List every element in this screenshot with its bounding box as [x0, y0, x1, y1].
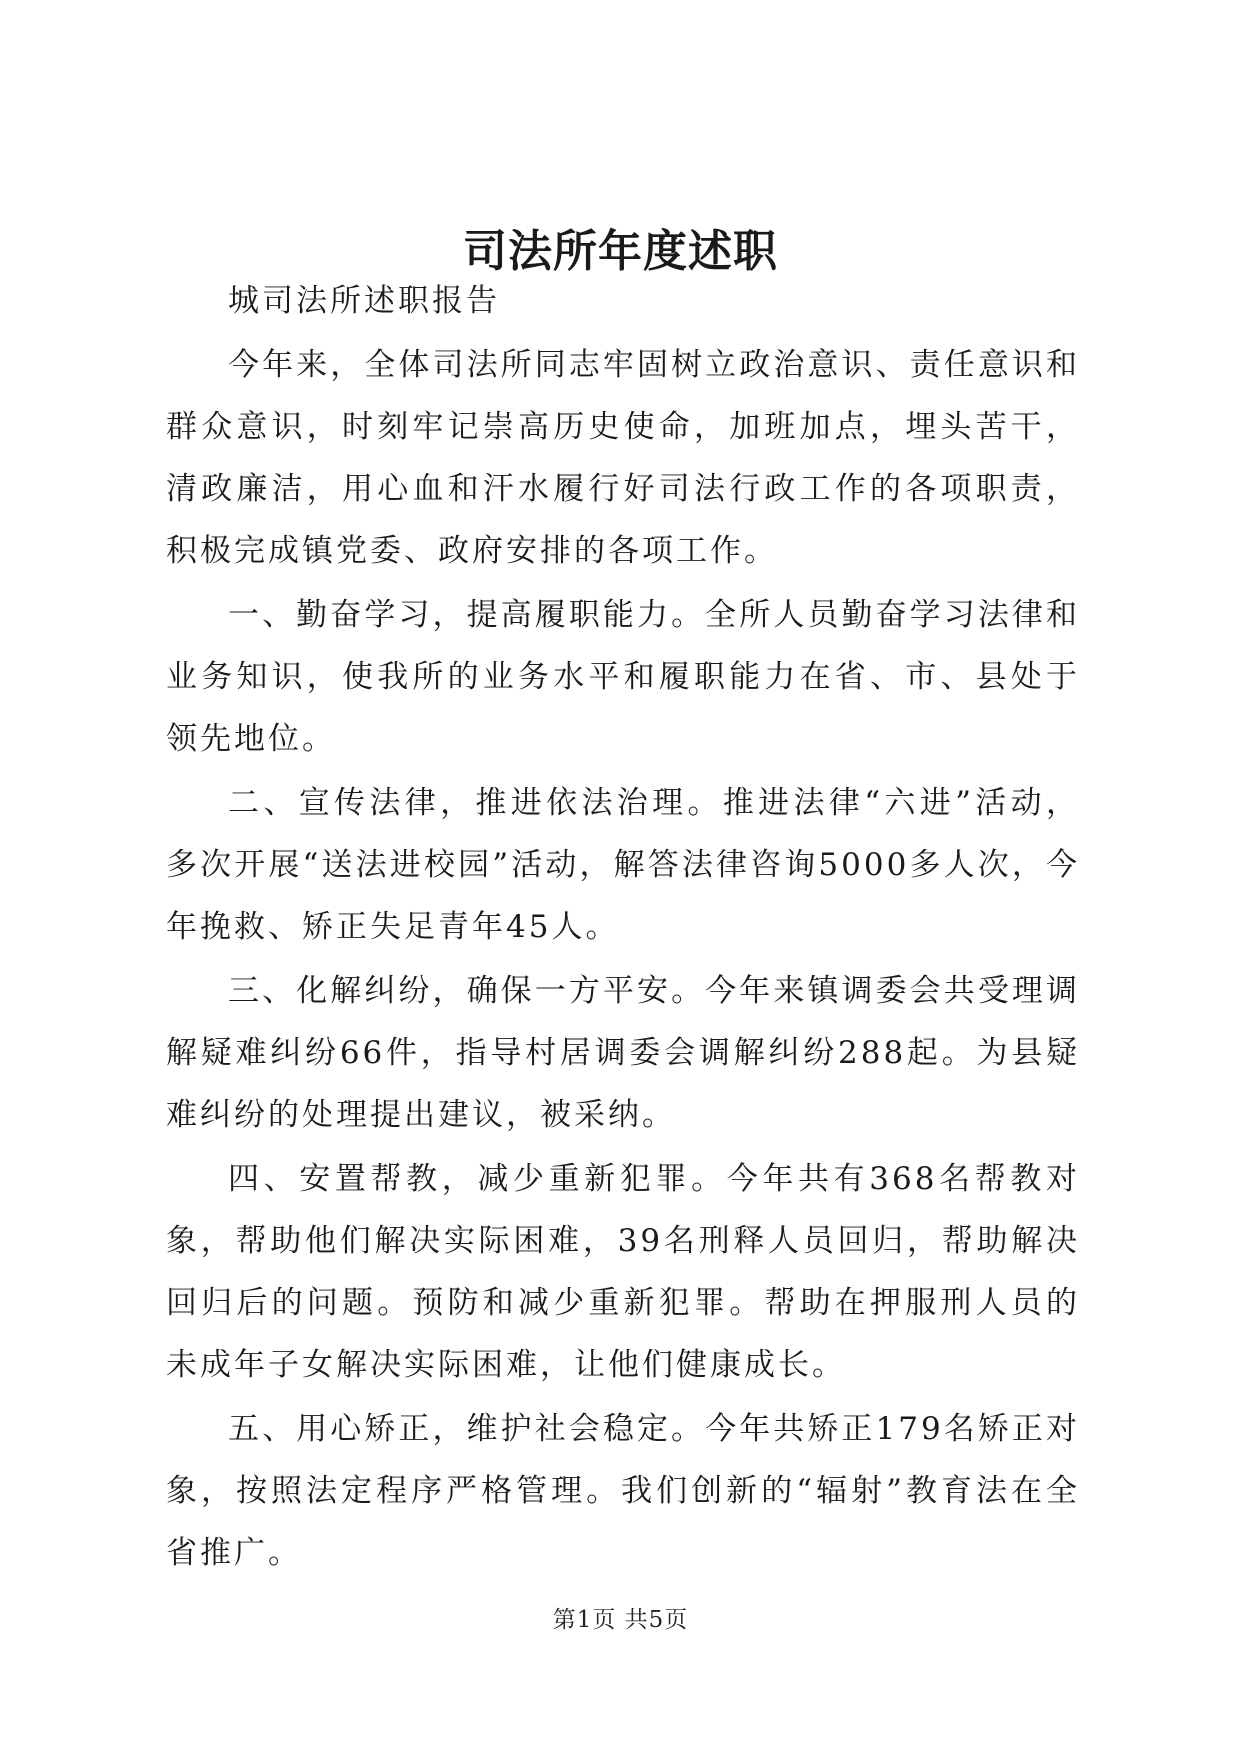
paragraph-resettlement: 四、安置帮教，减少重新犯罪。今年共有368名帮教对象，帮助他们解决实际困难，39名刑释人员回归，帮助解决回归后的问题。预防和减少重新犯罪。帮助在押服刑人员的未成年子女解决实际困难，让他们健康成长。 [166, 1161, 1080, 1383]
document-subtitle: 城司法所述职报告 [228, 283, 500, 319]
paragraph-correction: 五、用心矫正，维护社会稳定。今年共矫正179名矫正对象，按照法定程序严格管理。我们创新的“辐射”教育法在全省推广。 [166, 1411, 1080, 1571]
paragraph-intro: 今年来，全体司法所同志牢固树立政治意识、责任意识和群众意识，时刻牢记崇高历史使命，加班加点，埋头苦干，清政廉洁，用心血和汗水履行好司法行政工作的各项职责，积极完成镇党委、政府安排的各项工作。 [166, 347, 1080, 569]
paragraph-study: 一、勤奋学习，提高履职能力。全所人员勤奋学习法律和业务知识，使我所的业务水平和履职能力在省、市、县处于领先地位。 [166, 597, 1080, 757]
page-number-footer: 第1页 共5页 [552, 1607, 689, 1633]
paragraph-dispute-resolution: 三、化解纠纷，确保一方平安。今年来镇调委会共受理调解疑难纠纷66件，指导村居调委会调解纠纷288起。为县疑难纠纷的处理提出建议，被采纳。 [166, 973, 1080, 1133]
document-body [166, 270, 1080, 1584]
paragraph-law-promotion: 二、宣传法律，推进依法治理。推进法律“六进”活动，多次开展“送法进校园”活动，解答法律咨询5000多人次，今年挽救、矫正失足青年45人。 [166, 785, 1080, 945]
document-title: 司法所年度述职 [463, 226, 778, 277]
